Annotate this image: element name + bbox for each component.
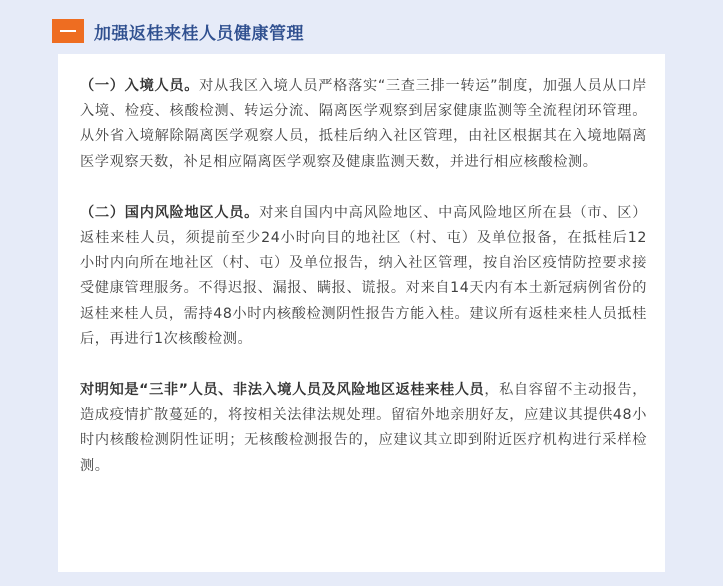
paragraph-lead: （一）入境人员。: [80, 78, 200, 94]
paragraph-body: ，私自容留不主动报告，造成疫情扩散蔓延的，将按相关法律法规处理。留宿外地亲朋好友，应建议其提供48小时内核酸检测阴性证明；无核酸检测报告的，应建议其立即到附近医疗机构进行采样检测。: [80, 382, 647, 474]
paragraph-lead: 对明知是“三非”人员、非法入境人员及风险地区返桂来桂人员: [80, 382, 485, 399]
paragraph-domestic-risk-areas: [80, 201, 647, 352]
content-card: [58, 54, 665, 572]
paragraph-body: 对从我区入境人员严格落实“三查三排一转运”制度，加强人员从口岸入境、检疫、核酸检测、转运分流、隔离医学观察到居家健康监测等全流程闭环管理。从外省入境解除隔离医学观察人员，抵桂后纳入社区管理，由社区根据其在入境地隔离医学观察天数，补足相应隔离医学观察及健康监测天数，并进行相应核酸检测。: [80, 78, 647, 170]
paragraph-inbound-personnel: [80, 74, 647, 175]
section-marker-icon: [52, 19, 84, 43]
section-title: 加强返桂来桂人员健康管理: [94, 23, 304, 44]
paragraph-legal-notice: [80, 378, 647, 479]
paragraph-lead: （二）国内风险地区人员。: [80, 204, 260, 221]
paragraph-body: 对来自国内中高风险地区、中高风险地区所在县（市、区）返桂来桂人员，须提前至少24小时向目的地社区（村、屯）及单位报备，在抵桂后12小时内向所在地社区（村、屯）及单位报告，纳入社区管理，按自治区疫情防控要求接受健康管理服务。不得迟报、漏报、瞒报、谎报。对来自14天内有本土新冠病例省份的返桂来桂人员，需持48小时内核酸检测阴性报告方能入桂。建议所有返桂来桂人员抵桂后，再进行1次核酸检测。: [80, 204, 647, 347]
section-header: [52, 15, 304, 47]
dash-icon: [60, 30, 76, 32]
